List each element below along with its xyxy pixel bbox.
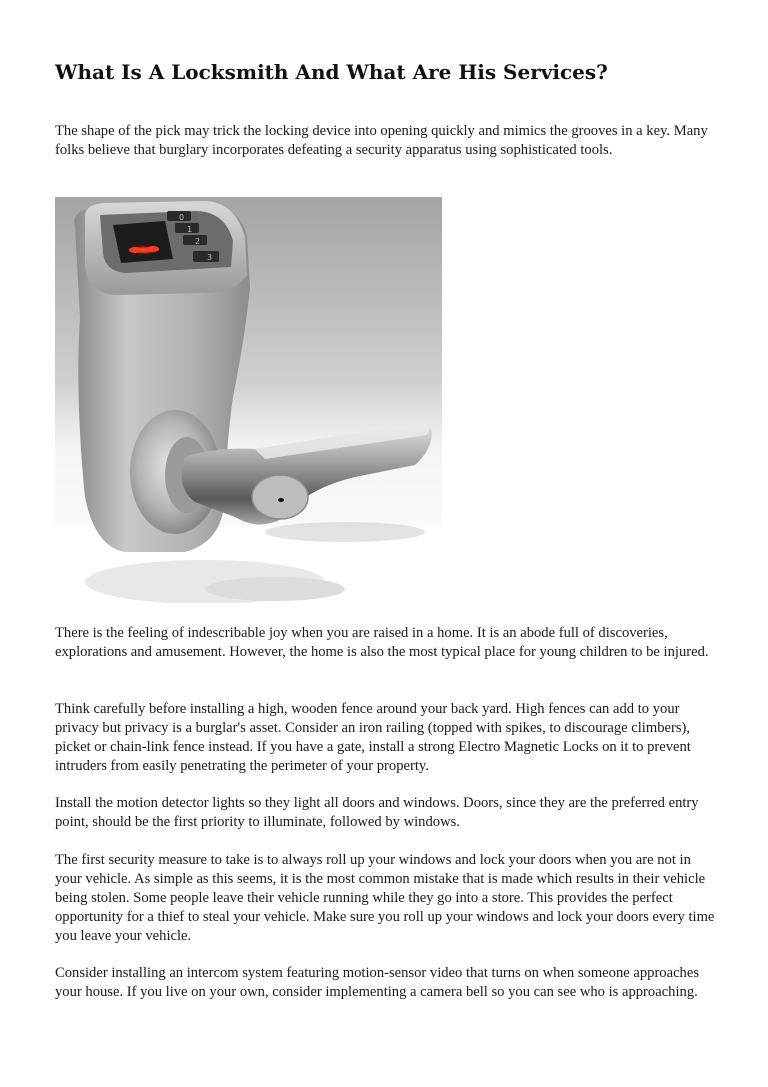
- svg-text:3: 3: [207, 253, 213, 262]
- fingerprint-lock-image: [55, 197, 442, 603]
- paragraph-fence: Think carefully before installing a high, wooden fence around your back yard. High fences can add to your privacy but privacy is a burglar's asset. Consider an iron railing (topped with spikes, to discourage climbers), picket or chain-link fence instead. If you have a gate, install a strong Electro Magnetic Locks on it to prevent intruders from easily penetrating the perimeter of your property.: [55, 701, 691, 774]
- paragraph-vehicle-security: The first security measure to take is to always roll up your windows and lock your doors when you are not in your vehicle. As simple as this seems, it is the most common mistake that is made which results in their vehicle being stolen. Some people leave their vehicle running while they go into a store. This provides the perfect opportunity for a thief to steal your vehicle. Make sure you roll up your windows and lock your doors every time you leave your vehicle.: [55, 852, 715, 944]
- paragraph-motion-lights: Install the motion detector lights so they light all doors and windows. Doors, since they are the preferred entry point, should be the first priority to illuminate, followed by windows.: [55, 795, 699, 830]
- paragraph-intro: The shape of the pick may trick the locking device into opening quickly and mimics the grooves in a key. Many folks believe that burglary incorporates defeating a security apparatus using sophisticated tools.: [55, 123, 708, 158]
- svg-text:1: 1: [187, 225, 193, 234]
- paragraph-home-joy: There is the feeling of indescribable joy when you are raised in a home. It is an abode full of discoveries, explorations and amusement. However, the home is also the most typical place for young children to be injured.: [55, 625, 709, 660]
- paragraph-intercom: Consider installing an intercom system featuring motion-sensor video that turns on when someone approaches your house. If you live on your own, consider implementing a camera bell so you can see who is approaching.: [55, 965, 700, 1000]
- page-title: What Is A Locksmith And What Are His Services?: [55, 60, 608, 84]
- svg-text:2: 2: [195, 237, 201, 246]
- svg-text:0: 0: [179, 213, 185, 222]
